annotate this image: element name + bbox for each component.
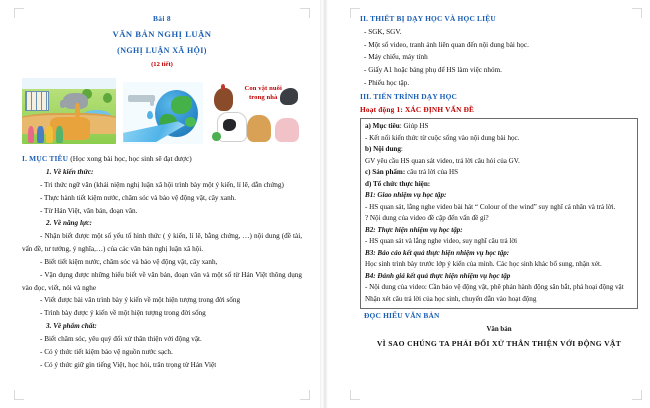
section-i-label: I. MỤC TIÊU [22, 154, 69, 164]
bullet-item: - Biết tiết kiệm nước, chăm sóc và bảo vệ động vật, cây xanh, [40, 257, 218, 266]
bullet-item: - Giấy A1 hoặc bảng phụ để HS làm việc nhóm. [364, 66, 502, 75]
bullet-item: - Có ý thức tiết kiệm bảo vệ nguồn nước sạch. [40, 347, 173, 356]
activity-row [365, 144, 633, 155]
activity-row-sep: : [399, 122, 404, 131]
activity-row-text: - HS quan sát, lắng nghe video bài hát “ Colour of the wind” suy nghĩ cá nhân và trả lời. [365, 202, 616, 211]
activity-step-label: B2: Thực hiện nhiệm vụ học tập: [365, 225, 463, 234]
activity-row-label: c) Sản phẩm: [365, 168, 406, 177]
section-heading-ii: II. THIẾT BỊ DẠY HỌC VÀ HỌC LIỆU [360, 14, 496, 23]
activity-row [365, 259, 633, 270]
activity-row-label: a) Mục tiêu [365, 122, 400, 131]
activity-row [365, 225, 633, 236]
bullet-item: - Tri thức ngữ văn (khái niệm nghị luận xã hội trình bày một ý kiến, lí lẽ, dẫn chứng) [40, 180, 284, 189]
activity-row [365, 179, 633, 190]
bullet-item: - Một số video, tranh ảnh liên quan đến nội dung bài học. [364, 40, 529, 49]
section-heading-i [22, 152, 302, 166]
bullet-item: - Từ Hán Việt, văn bản, đoạn văn. [40, 206, 138, 215]
activity-step-label: B1: Giao nhiệm vụ học tập: [365, 191, 447, 200]
section-heading-iii: III. TIẾN TRÌNH DẠY HỌC [360, 91, 458, 101]
margin-corner-mark [350, 390, 360, 400]
activity-row [365, 167, 633, 178]
activity-row-text: - Nội dung của video: Cần bảo vệ động vật, phê phán hành động săn bắt, phá hoại động vật [365, 283, 624, 292]
water-globe-illustration [123, 82, 202, 144]
activity-row [365, 282, 633, 293]
activity-row-label: b) Nội dung [365, 145, 401, 154]
bullet-item: - Có ý thức giữ gìn tiếng Việt, học hỏi, trân trọng từ Hán Việt [40, 360, 217, 369]
margin-corner-mark [350, 8, 360, 18]
bullet-item: - Viết được bài văn trình bày ý kiến về một hiện tượng trong đời sống [40, 296, 241, 305]
activity-row [365, 294, 633, 305]
farm-illustration-caption: Con vật nuôi trong nhà [244, 85, 282, 101]
bullet-item: - SGK, SGV. [364, 27, 402, 36]
bullet-item: - Thực hành tiết kiệm nước, chăm sóc và bảo vệ động vật, cây xanh. [40, 193, 237, 202]
bullet-item: - Biết chăm sóc, yêu quý đối xử thân thiện với động vật. [40, 334, 202, 343]
lesson-number: Bài 8 [153, 14, 171, 23]
activity-row [365, 133, 633, 144]
activity-heading: Hoạt động 1: XÁC ĐỊNH VẤN ĐỀ [360, 105, 475, 115]
zoo-illustration [22, 78, 116, 144]
text-label: Văn bản [486, 325, 512, 333]
farm-animals-illustration [210, 82, 302, 144]
activity-row-text: - Kết nối kiến thức từ cuộc sống vào nội dung bài học. [365, 133, 520, 142]
bullet-item: - Máy chiếu, máy tính [364, 53, 428, 62]
activity-row [365, 236, 633, 247]
subsection-label: 2. Về năng lực: [46, 219, 92, 228]
activity-step-label: B4: Đánh giá kết quả thực hiện nhiệm vụ học tập [365, 271, 511, 280]
activity-table [360, 118, 638, 309]
subsection-label: 3. Về phẩm chất: [46, 321, 97, 330]
activity-row-text: GV yêu cầu HS quan sát video, trả lời câu hỏi của GV. [365, 156, 520, 165]
illustration-row [22, 78, 302, 144]
bullet-item: - Nhận biết được một số yếu tố hình thức ( ý kiến, lí lẽ, bằng chứng, …) nội dung (đề tài, vấn đề, tư tưởng, ý nghĩa,…) của các văn bản nghị luận xã hội. [22, 232, 302, 254]
page-left-content [22, 12, 302, 396]
bullet-item: - Trình bày được ý kiến về một hiện tượng trong đời sống [40, 309, 206, 318]
activity-row [365, 202, 633, 213]
activity-row-text: câu trả lời của HS [407, 168, 459, 177]
page-subtitle: (NGHỊ LUẬN XÃ HỘI) [117, 45, 207, 55]
page-left [0, 0, 322, 408]
activity-row-sep: : [400, 145, 403, 154]
page-right [328, 0, 650, 408]
page-title: VĂN BẢN NGHỊ LUẬN [112, 29, 212, 40]
activity-row [365, 248, 633, 259]
activity-row-text: ? Nội dung của video đề cập đến vấn đề gì? [365, 214, 489, 223]
activity-step-label: B3: Báo cáo kết quả thực hiện nhiệm vụ học tập: [365, 248, 510, 257]
activity-row-text: Nhận xét câu trả lời của học sinh, chuyển dẫn vào hoạt động [365, 294, 537, 303]
activity-row [365, 190, 633, 201]
page-right-content [360, 12, 638, 396]
page-edge [320, 0, 322, 408]
activity-row [365, 156, 633, 167]
activity-row-label: d) Tổ chức thực hiện: [365, 179, 431, 188]
text-title: VÌ SAO CHÚNG TA PHẢI ĐỐI XỬ THÂN THIỆN VỚI ĐỘNG VẬT [376, 338, 622, 348]
activity-row-text: Giúp HS [403, 122, 429, 131]
reading-section-heading: ĐỌC HIỂU VĂN BẢN [364, 311, 440, 321]
activity-row-text: - HS quan sát và lắng nghe video, suy nghĩ câu trả lời [365, 237, 518, 246]
activity-row [365, 121, 633, 132]
subsection-label: 1. Về kiến thức: [46, 167, 94, 176]
section-i-note: (Học xong bài học, học sinh sẽ đạt được) [70, 154, 192, 164]
activity-row [365, 213, 633, 224]
bullet-item: - Phiếu học tập. [364, 78, 410, 87]
bullet-item: - Vận dụng được những hiểu biết về văn bản, đoạn văn và một số từ Hán Việt thông dụng vào đọc, viết, nói và nghe [22, 270, 302, 292]
activity-row [365, 271, 633, 282]
activity-row-text: Học sinh trình bày trước lớp ý kiến của mình. Các học sinh khác bổ sung, nhận xét. [365, 260, 602, 269]
lesson-hours: (12 tiết) [151, 61, 173, 69]
